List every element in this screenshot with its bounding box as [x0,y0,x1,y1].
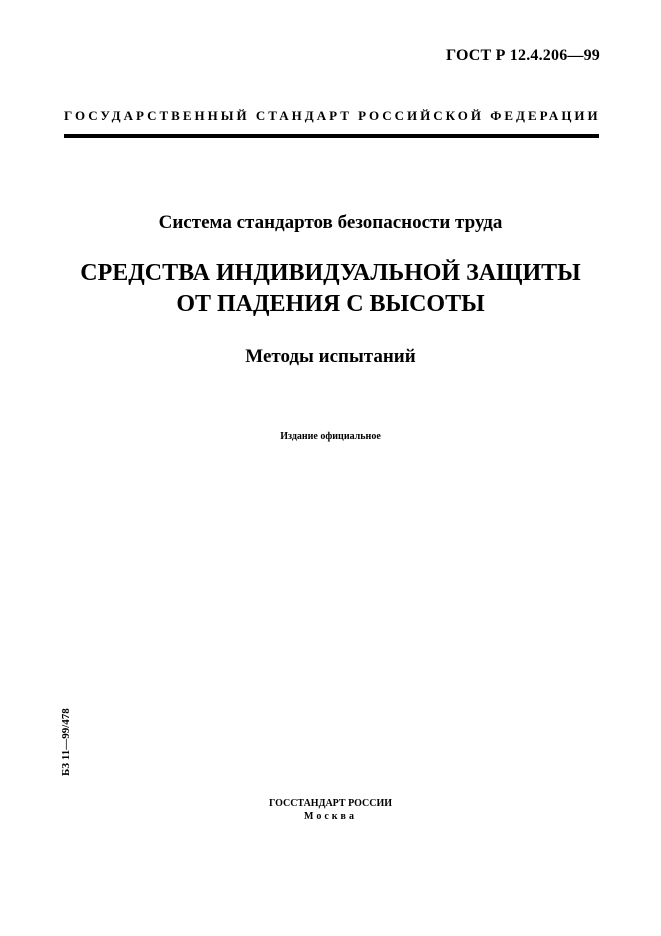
main-title-line-1: СРЕДСТВА ИНДИВИДУАЛЬНОЙ ЗАЩИТЫ [80,260,581,286]
main-title-line-2: ОТ ПАДЕНИЯ С ВЫСОТЫ [176,291,485,317]
state-standard-heading: ГОСУДАРСТВЕННЫЙ СТАНДАРТ РОССИЙСКОЙ ФЕДЕРАЦИИ [64,108,601,123]
registration-code: БЗ 11—99/478 [60,708,72,776]
publisher-block [0,797,661,823]
main-title [0,258,661,320]
subtitle: Методы испытаний [245,346,416,367]
edition-note: Издание официальное [280,431,381,442]
standard-code: ГОСТ Р 12.4.206—99 [445,47,600,64]
header-rule [64,134,599,138]
publisher-name: ГОССТАНДАРТ РОССИИ [268,798,393,809]
series-title: Система стандартов безопасности труда [158,212,503,233]
publisher-city: Москва [304,811,357,822]
